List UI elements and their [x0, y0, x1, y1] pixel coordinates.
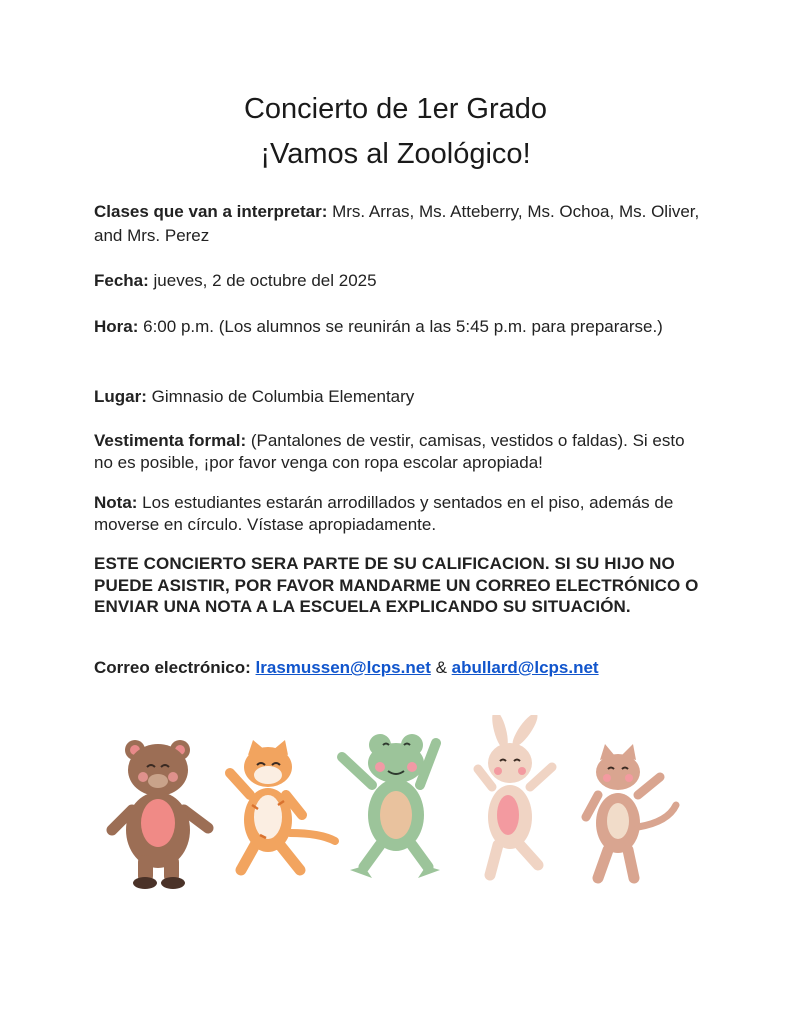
date-value: jueves, 2 de octubre del 2025: [148, 271, 377, 290]
attire-value: (Pantalones de vestir, camisas, vestidos o faldas). Si esto no es posible, ¡por favor venga con ropa escolar apropiada!: [94, 431, 685, 472]
bear-icon: [112, 740, 208, 889]
dancing-animals-illustration: [100, 715, 700, 905]
email-link-lrasmussen[interactable]: lrasmussen@lcps.net: [255, 658, 431, 677]
place-label: Lugar:: [94, 387, 147, 406]
frog-icon: [342, 734, 440, 878]
time-line: [94, 315, 704, 339]
email-separator: &: [430, 658, 452, 677]
attire-line: [94, 430, 704, 474]
note-value: Los estudiantes estarán arrodillados y sentados en el piso, además de moverse en círculo. Vístase apropiadamente.: [94, 493, 674, 534]
cat-icon: [586, 744, 676, 878]
page-subtitle: ¡Vamos al Zoológico!: [260, 138, 531, 170]
classes-line: [94, 200, 704, 248]
contact-line: [94, 656, 704, 680]
classes-label: Clases que van a interpretar:: [94, 202, 328, 221]
email-link-abullard[interactable]: abullard@lcps.net: [451, 658, 599, 677]
date-line: [94, 269, 704, 293]
time-value: 6:00 p.m. (Los alumnos se reunirán a las 5:45 p.m. para prepararse.): [138, 317, 663, 336]
classes-value: Mrs. Arras, Ms. Atteberry, Ms. Ochoa, Ms. Oliver, and Mrs. Perez: [94, 202, 700, 245]
place-value: Gimnasio de Columbia Elementary: [146, 387, 415, 406]
grade-notice: ESTE CONCIERTO SERA PARTE DE SU CALIFICACION. SI SU HIJO NO PUEDE ASISTIR, POR FAVOR MANDARME UN CORREO ELECTRÓNICO O ENVIAR UNA NOTA A LA ESCUELA EXPLICANDO SU SITUACIÓN.: [94, 554, 699, 616]
note-line: [94, 492, 704, 536]
note-label: Nota:: [94, 493, 138, 512]
time-label: Hora:: [94, 317, 139, 336]
date-label: Fecha:: [94, 271, 149, 290]
place-line: [94, 385, 704, 409]
bunny-icon: [478, 715, 552, 875]
attire-label: Vestimenta formal:: [94, 431, 247, 450]
page-title: Concierto de 1er Grado: [243, 93, 548, 125]
tiger-icon: [230, 740, 335, 870]
contact-label: Correo electrónico:: [94, 658, 251, 677]
